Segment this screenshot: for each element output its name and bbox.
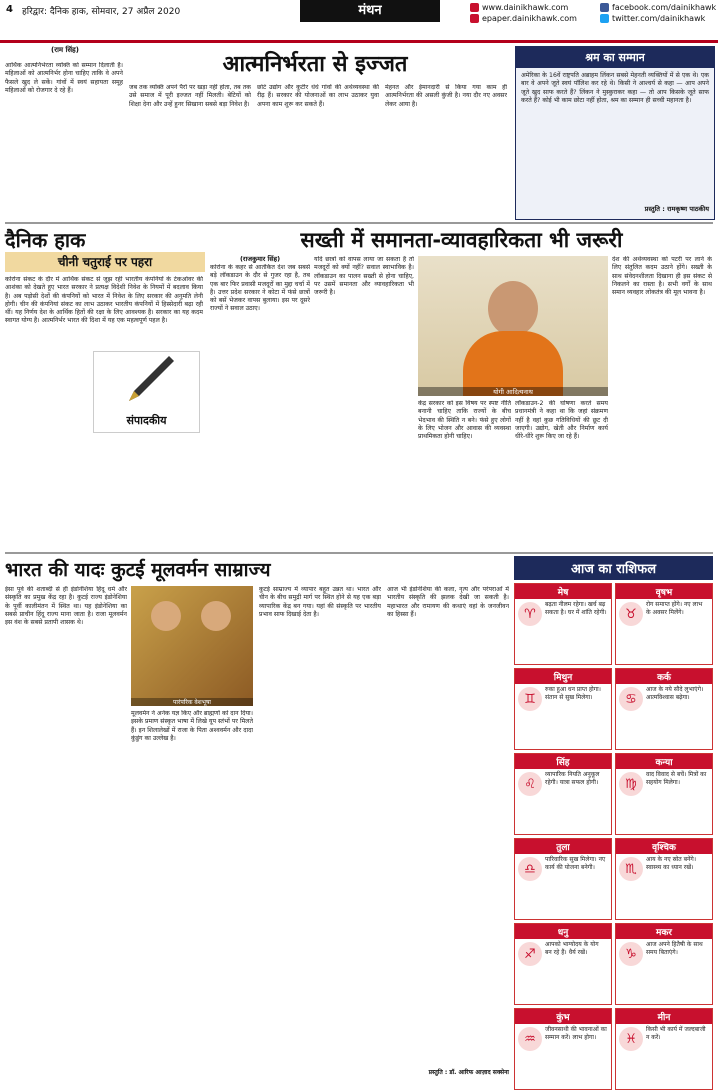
shram-title: श्रम का सम्मान: [516, 47, 714, 68]
page-header: [0, 0, 718, 43]
twitter-link[interactable]: twitter.com/dainikhawk: [612, 14, 706, 23]
editorial-body: कोरोना संकट के दौर में आर्थिक संकट से जूझ रही भारतीय कंपनियों के टेकओवर की आशंका को देखते हुए भारत सरकार ने प्रत्यक्ष विदेशी निवेश के नियमों में बदलाव किया है। अब पड़ोसी देशों की कंपनियों को भारत में निवेश के लिए सरकार की अनुमति लेनी होगी। चीन की कंपनियां संकट का लाभ उठाकर भारतीय कंपनियों में हिस्सेदारी बढ़ा रही थीं। यह निर्णय देश के आर्थिक हितों की रक्षा के लिए आवश्यक है। सरकार का यह कदम स्वागत योग्य है। आत्मनिर्भर भारत की दिशा में यह एक महत्वपूर्ण पहल है।: [5, 276, 203, 325]
rashi-name: वृश्चिक: [616, 839, 712, 854]
rashi-card: [615, 753, 713, 835]
section-title: मंथन: [300, 0, 440, 22]
top-story: [5, 44, 510, 220]
divider: [5, 222, 713, 224]
main-photo: [418, 256, 608, 396]
zodiac-icon: ♍: [619, 772, 643, 796]
rashi-text: बढ़ता नीलम रहेगा। खर्च बढ़ सकता है। घर में शांति रहेगी।: [545, 601, 607, 616]
rashifal-grid: [514, 583, 713, 1090]
rashi-text: पारिवारिक सुख मिलेगा। नए कार्य की योजना बनेगी।: [545, 856, 606, 871]
top-story-col-2: जब तक व्यक्ति अपने पैरों पर खड़ा नहीं होता, तब तक उसे समाज में पूरी इज्जत नहीं मिलती। बेटियों को शिक्षा देना और उन्हें हुनर सिखाना सबसे बड़ा निवेश है।: [129, 84, 251, 108]
pen-icon: [119, 356, 179, 406]
rashi-name: मीन: [616, 1009, 712, 1024]
shram-credit: प्रस्तुति : रामकृष्ण पाठकीय: [644, 205, 709, 213]
zodiac-icon: ♏: [619, 857, 643, 881]
website-link[interactable]: www.dainikhawk.com: [482, 3, 569, 12]
rashi-card: [514, 753, 612, 835]
zodiac-icon: ♎: [518, 857, 542, 881]
rashi-name: तुला: [515, 839, 611, 854]
top-story-col-4: मेहनत और ईमानदारी से किया गया काम ही आत्मनिर्भरता की असली कुंजी है। नया दौर नए अवसर लेकर आया है।: [385, 84, 507, 108]
divider: [5, 552, 713, 554]
twitter-icon: [600, 14, 609, 23]
main-col-2: यदि छात्रों को वापस लाया जा सकता है तो मजदूरों को क्यों नहीं? सवाल स्वाभाविक है। लॉकडाउन का पालन सख्ती से होना चाहिए, पर उसमें समानता और व्यावहारिकता भी जरूरी है।: [314, 256, 414, 297]
rashi-text: व्यापारिक नियति अनुकूल रहेगी। यात्रा सफल होगी।: [545, 771, 600, 786]
epaper-link[interactable]: epaper.dainikhawk.com: [482, 14, 577, 23]
history-col-2: मूलवर्मन ने अनेक यज्ञ किए और ब्राह्मणों को दान दिया। इसके प्रमाण संस्कृत भाषा में लिखे यूप स्तंभों पर मिलते हैं। इन शिलालेखों में राजा के पिता अश्ववर्मन और दादा कुंडुंग का उल्लेख है।: [131, 710, 253, 742]
facebook-link[interactable]: facebook.com/dainikhawk: [612, 3, 717, 12]
zodiac-icon: ♊: [518, 687, 542, 711]
photo-face: [488, 281, 538, 336]
zodiac-icon: ♉: [619, 602, 643, 626]
main-col-5: देश की अर्थव्यवस्था को पटरी पर लाने के लिए संतुलित कदम उठाने होंगे। सख्ती के साथ संवेदनशीलता दिखाना ही इस संकट से निकलने का रास्ता है। सभी वर्गों के साथ समान व्यवहार लोकतंत्र की मूल भावना है।: [612, 256, 712, 297]
main-byline: (राजकुमार सिंह): [239, 255, 281, 263]
editorial-label: संपादकीय: [126, 414, 167, 427]
shram-box: [515, 46, 715, 220]
top-story-col-1: आर्थिक आत्मनिर्भरता व्यक्ति को सम्मान दिलाती है। महिलाओं को आत्मनिर्भर होना चाहिए ताकि वे अपने फैसले खुद ले सकें। गांवों में स्वयं सहायता समूह महिलाओं को रोजगार दे रहे हैं।: [5, 62, 123, 94]
rashi-name: कन्या: [616, 754, 712, 769]
rashifal-title: आज का राशिफल: [514, 556, 713, 580]
rashi-card: [514, 838, 612, 920]
main-col-1: कोरोना के कहर से आतंकित देश जब सबसे बड़े लॉकडाउन के दौर से गुजर रहा है, तब एक बार फिर प्रवासी मजदूरों का मुद्दा चर्चा में है। उत्तर प्रदेश सरकार ने कोटा में फंसे छात्रों को बसें भेजकर वापस बुलाया। इस पर दूसरे राज्यों ने सवाल उठाए।: [210, 264, 310, 313]
zodiac-icon: ♌: [518, 772, 542, 796]
photo-figure-2: [201, 601, 231, 631]
rashi-card: [615, 923, 713, 1005]
rashi-text: आज के नये सौदे लुभाएंगे। आत्मविश्वास बढ़ेगा।: [646, 686, 704, 701]
rashi-text: आज अपने हितैषी के साथ समय बिताएंगे।: [646, 941, 703, 956]
history-credit: प्रस्तुति : डॉ. आरिफ आज़ाद सक्सेना: [428, 1069, 509, 1076]
rashi-name: सिंह: [515, 754, 611, 769]
main-col-4: लॉकडाउन-2 की घोषणा करते समय प्रधानमंत्री ने कहा था कि जहां संक्रमण नहीं है वहां कुछ गतिविधियों की छूट दी जाएगी। उद्योग, खेती और निर्माण कार्य धीरे-धीरे शुरू किए जा रहे हैं।: [515, 400, 608, 441]
rashi-name: कर्क: [616, 669, 712, 684]
rashi-name: मिथुन: [515, 669, 611, 684]
main-col-3: केंद्र सरकार को इस विषय पर स्पष्ट नीति बनानी चाहिए ताकि राज्यों के बीच भेदभाव की स्थिति न बने। फंसे हुए लोगों के लिए भोजन और आवास की व्यवस्था प्राथमिकता होनी चाहिए।: [418, 400, 511, 441]
top-story-byline: (राम सिंह): [51, 46, 79, 54]
rashi-card: [514, 923, 612, 1005]
rashi-text: किसी भी कार्य में जल्दबाजी न करें।: [646, 1026, 706, 1041]
history-story: [5, 556, 510, 1084]
rashi-name: मेष: [515, 584, 611, 599]
editorial: [5, 226, 205, 550]
rashi-name: वृषभ: [616, 584, 712, 599]
history-col-3: कुटई साम्राज्य में व्यापार बहुत उन्नत था। भारत और चीन के बीच समुद्री मार्ग पर स्थित होने से यह एक बड़ा व्यापारिक केंद्र बन गया। यहां की संस्कृति पर भारतीय प्रभाव साफ दिखाई देता है।: [259, 586, 381, 618]
rashi-text: जीवनसाथी की भावनाओं का सम्मान करें। लाभ होगा।: [545, 1026, 607, 1041]
rashi-name: कुंभ: [515, 1009, 611, 1024]
editorial-title: चीनी चतुराई पर पहरा: [5, 252, 205, 272]
page-number: 4: [6, 4, 13, 15]
rashifal: [514, 556, 713, 1084]
rashi-card: [615, 583, 713, 665]
rashi-name: धनु: [515, 924, 611, 939]
history-col-4: आज भी इंडोनेशिया की कला, नृत्य और परंपराओं में भारतीय संस्कृति की झलक देखी जा सकती है। महाभारत और रामायण की कथाएं वहां के जनजीवन का हिस्सा हैं।: [387, 586, 509, 618]
rashi-card: [615, 668, 713, 750]
top-story-headline: आत्मनिर्भरता से इज्जत: [222, 52, 408, 77]
zodiac-icon: ♋: [619, 687, 643, 711]
zodiac-icon: ♑: [619, 942, 643, 966]
globe-icon: [470, 3, 479, 12]
history-photo-caption: पारंपरिक वेशभूषा: [131, 698, 253, 706]
zodiac-icon: ♓: [619, 1027, 643, 1051]
editorial-label-box: [93, 351, 200, 433]
editorial-masthead: दैनिक हाक: [5, 228, 86, 252]
photo-figure-1: [151, 601, 181, 631]
rashi-card: [514, 668, 612, 750]
rashi-name: मकर: [616, 924, 712, 939]
zodiac-icon: ♐: [518, 942, 542, 966]
history-photo: [131, 586, 253, 706]
main-story: [210, 226, 713, 550]
rashi-card: [514, 583, 612, 665]
history-col-1: ईसा पूर्व की शताब्दी से ही इंडोनेशिया हिंदू धर्म और संस्कृति का प्रमुख केंद्र रहा है। कुटई राज्य इंडोनेशिया के पूर्वी कालीमंतन में स्थित था। यह इंडोनेशिया का सबसे प्राचीन हिंदू राज्य माना जाता है। राजा मूलवर्मन इस वंश के सबसे प्रतापी शासक थे।: [5, 586, 127, 627]
rashi-text: आय के नए स्रोत बनेंगे। स्वास्थ्य का ध्यान रखें।: [646, 856, 696, 871]
rashi-card: [615, 1008, 713, 1090]
rashi-card: [514, 1008, 612, 1090]
zodiac-icon: ♈: [518, 602, 542, 626]
top-story-col-3: छोटे उद्योग और कुटीर धंधे गांवों की अर्थव्यवस्था की रीढ़ हैं। सरकार की योजनाओं का लाभ उठाकर युवा अपना काम शुरू कर सकते हैं।: [257, 84, 379, 108]
photo-caption: योगी आदित्यनाथ: [418, 387, 608, 396]
main-headline: सख्ती में समानता-व्यावहारिकता भी जरूरी: [300, 228, 623, 252]
social-links: [600, 2, 716, 24]
shram-body: अमेरिका के 16वें राष्ट्रपति अब्राहम लिंकन सबसे मेहनती व्यक्तियों में से एक थे। एक बार वे अपने जूते स्वयं पॉलिश कर रहे थे। किसी ने आश्चर्य से कहा — आप अपने जूते खुद साफ करते हैं? लिंकन ने मुस्कुराकर कहा — तो आप किसके जूते साफ करते हैं? कोई भी काम छोटा नहीं होता, श्रम का सम्मान ही सच्ची महानता है।: [521, 72, 709, 104]
rashi-text: वाद विवाद से बचें। मित्रों का सहयोग मिलेगा।: [646, 771, 707, 786]
header-links: [470, 2, 577, 24]
rashi-text: आपको भाग्योदय के योग बन रहे हैं। धैर्य रखें।: [545, 941, 599, 956]
rashi-text: रुका हुआ धन प्राप्त होगा। संतान से सुख मिलेगा।: [545, 686, 601, 701]
zodiac-icon: ♒: [518, 1027, 542, 1051]
history-headline: भारत की यादः कुटई मूलवर्मन साम्राज्य: [5, 559, 271, 581]
rashi-card: [615, 838, 713, 920]
epaper-icon: [470, 14, 479, 23]
facebook-icon: [600, 3, 609, 12]
page-dateline: हरिद्वार: दैनिक हाक, सोमवार, 27 अप्रैल 2020: [22, 7, 181, 17]
rashi-text: रोग समाप्त होंगे। नए लाभ के अवसर मिलेंगे।: [646, 601, 703, 616]
